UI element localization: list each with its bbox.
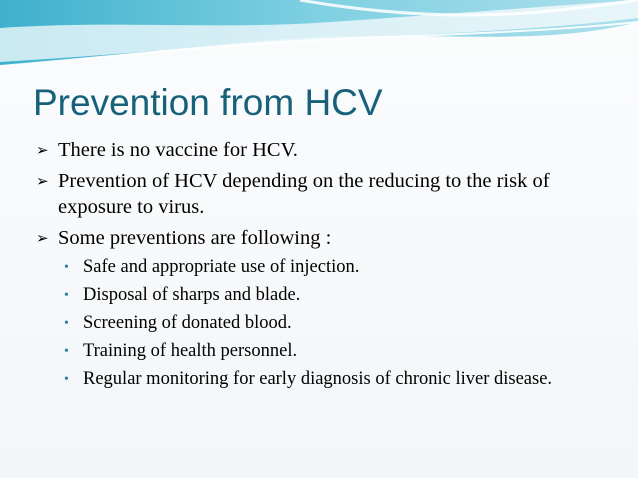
sub-bullet-item — [64, 284, 606, 307]
bullet-text: Some preventions are following : — [58, 227, 332, 249]
dot-bullet-icon: • — [64, 344, 69, 359]
sub-bullet-item — [64, 256, 606, 279]
sub-bullet-text: Screening of donated blood. — [83, 313, 292, 333]
dot-bullet-icon: • — [64, 260, 69, 275]
arrowhead-bullet-icon: ➢ — [36, 229, 49, 247]
sub-bullet-text: Disposal of sharps and blade. — [83, 285, 301, 305]
sub-bullet-text: Training of health personnel. — [83, 341, 298, 361]
bullet-item — [36, 225, 606, 251]
bullet-text: Prevention of HCV depending on the reducing to the risk of exposure to virus. — [58, 170, 550, 218]
bullet-item — [36, 137, 606, 163]
slide-title: Prevention from HCV — [33, 82, 383, 123]
sub-bullet-item — [64, 340, 606, 363]
arrowhead-bullet-icon: ➢ — [36, 141, 49, 159]
sub-bullet-item — [64, 368, 606, 391]
slide-content — [36, 137, 606, 396]
header-wave-decoration — [0, 0, 638, 80]
arrowhead-bullet-icon: ➢ — [36, 172, 49, 190]
sub-bullet-text: Regular monitoring for early diagnosis of chronic liver disease. — [83, 369, 553, 389]
dot-bullet-icon: • — [64, 316, 69, 331]
bullet-text: There is no vaccine for HCV. — [58, 139, 298, 161]
bullet-item — [36, 168, 606, 220]
sub-bullet-text: Safe and appropriate use of injection. — [83, 257, 360, 277]
dot-bullet-icon: • — [64, 288, 69, 303]
dot-bullet-icon: • — [64, 372, 69, 387]
sub-bullet-item — [64, 312, 606, 335]
